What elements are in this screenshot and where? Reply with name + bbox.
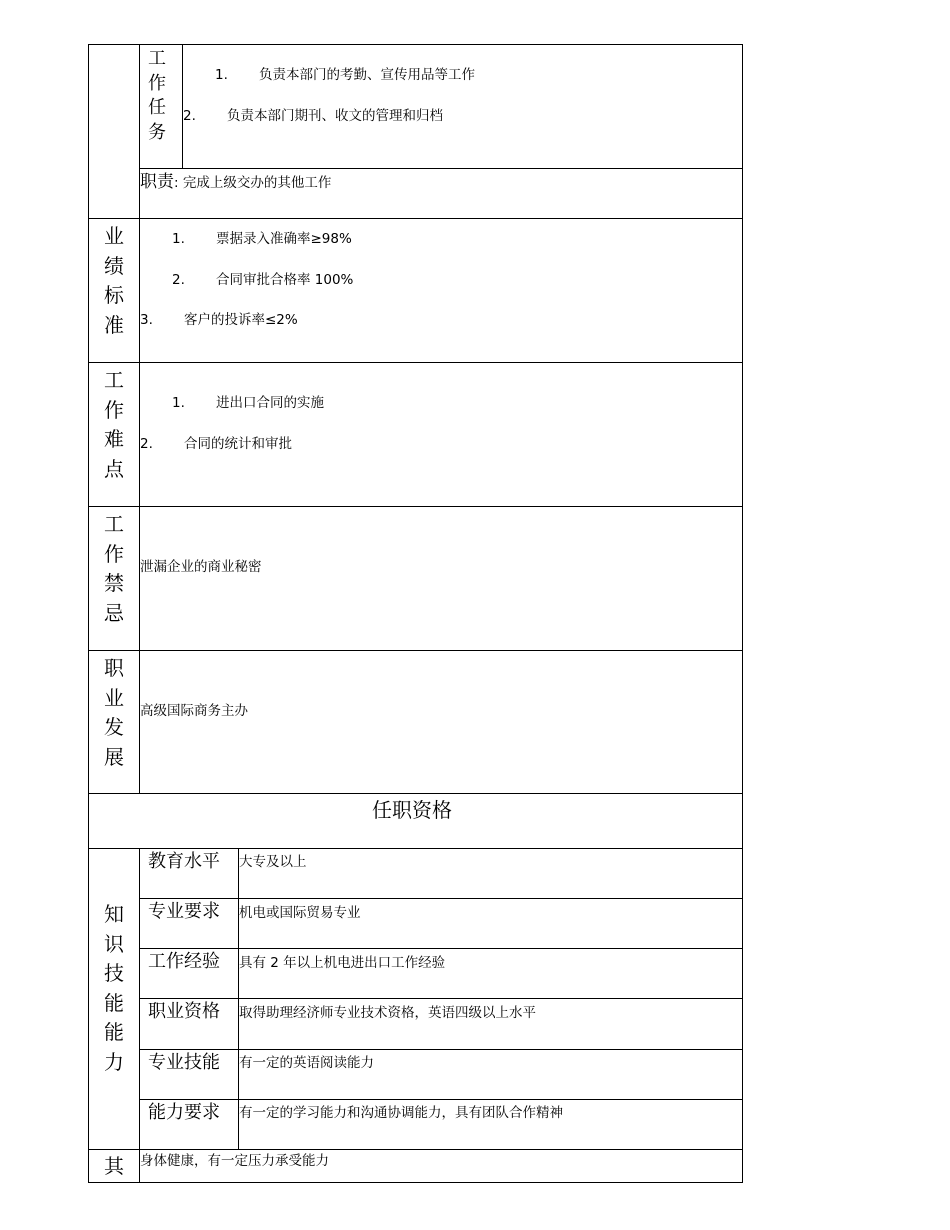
divider [88, 218, 743, 219]
divider [139, 998, 743, 999]
performance-1-text: 票据录入准确率≥98% [216, 231, 352, 247]
job-tasks-label: 工作任务 [148, 48, 166, 143]
divider [88, 650, 743, 651]
knowledge-skills-label: 知识技能能力 [104, 902, 124, 1074]
difficulty-2-number: 2. [140, 436, 153, 452]
divider [182, 44, 183, 168]
performance-2-text: 合同审批合格率 100% [216, 272, 354, 288]
divider [139, 44, 140, 793]
experience-value: 具有 2 年以上机电进出口工作经验 [239, 955, 446, 971]
duty-colon: : [174, 175, 183, 191]
divider [88, 362, 743, 363]
skills-label: 专业技能 [148, 1052, 220, 1073]
task-1-number: 1. [215, 67, 228, 83]
divider [139, 168, 743, 169]
major-label: 专业要求 [148, 901, 220, 922]
difficulty-1-number: 1. [172, 395, 185, 411]
duty-text: 完成上级交办的其他工作 [182, 175, 332, 191]
major-value: 机电或国际贸易专业 [239, 905, 361, 921]
duty-row [140, 174, 331, 191]
skills-value: 有一定的英语阅读能力 [239, 1055, 374, 1071]
career-label: 职业发展 [104, 656, 124, 769]
ability-value: 有一定的学习能力和沟通协调能力，具有团队合作精神 [239, 1105, 563, 1121]
difficulty-2-text: 合同的统计和审批 [184, 436, 292, 452]
education-value: 大专及以上 [239, 854, 307, 870]
divider [88, 506, 743, 507]
certification-label: 职业资格 [148, 1001, 220, 1022]
difficulty-1-text: 进出口合同的实施 [216, 395, 324, 411]
performance-2-number: 2. [172, 272, 185, 288]
task-2-text: 负责本部门期刊、收文的管理和归档 [227, 108, 443, 124]
divider [88, 793, 743, 794]
taboos-label: 工作禁忌 [104, 512, 124, 625]
certification-value: 取得助理经济师专业技术资格，英语四级以上水平 [239, 1005, 536, 1021]
divider [88, 1149, 743, 1150]
other-text: 身体健康，有一定压力承受能力 [140, 1153, 329, 1169]
career-text: 高级国际商务主办 [140, 703, 248, 719]
task-1-text: 负责本部门的考勤、宣传用品等工作 [259, 67, 475, 83]
education-label: 教育水平 [148, 851, 220, 872]
divider [139, 1099, 743, 1100]
divider [139, 1049, 743, 1050]
ability-label: 能力要求 [148, 1102, 220, 1123]
duty-label: 职责 [140, 172, 174, 192]
performance-3-number: 3. [140, 312, 153, 328]
other-label: 其 [104, 1154, 124, 1178]
performance-label: 业绩标准 [104, 224, 124, 337]
performance-1-number: 1. [172, 231, 185, 247]
divider [139, 948, 743, 949]
divider [139, 898, 743, 899]
experience-label: 工作经验 [148, 951, 220, 972]
divider [88, 848, 743, 849]
taboos-text: 泄漏企业的商业秘密 [140, 559, 262, 575]
qualifications-title: 任职资格 [372, 798, 452, 822]
task-2-number: 2. [183, 108, 196, 124]
divider [139, 848, 140, 1183]
difficulties-label: 工作难点 [104, 368, 124, 481]
performance-3-text: 客户的投诉率≤2% [184, 312, 298, 328]
